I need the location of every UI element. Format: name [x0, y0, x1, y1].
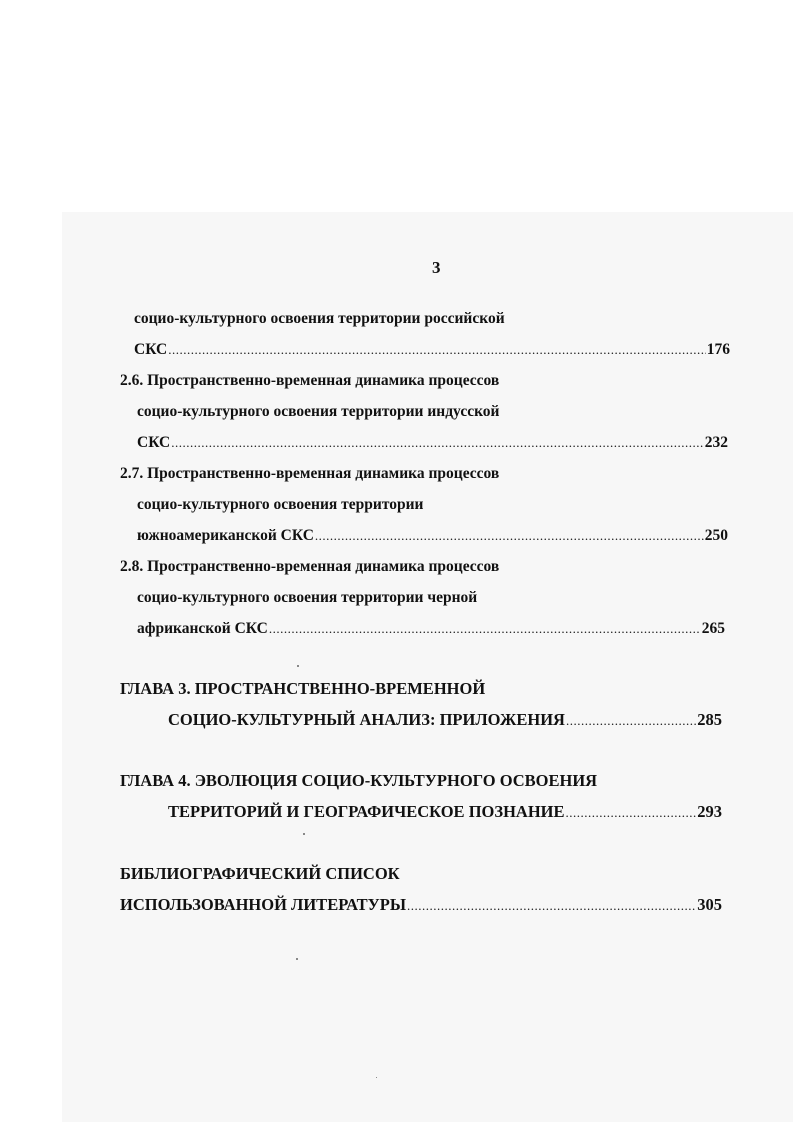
page-number: 3 — [432, 258, 441, 277]
toc-entry-page: 176 — [706, 341, 730, 358]
chapter-page: 285 — [697, 710, 722, 729]
toc-entry-line: социо-культурного освоения территории черной — [137, 589, 478, 606]
scan-speck — [297, 665, 299, 667]
scan-speck — [296, 958, 298, 960]
scan-speck — [376, 1077, 377, 1078]
toc-entry-page: 232 — [704, 434, 728, 451]
toc-entry-label: СКС — [137, 434, 171, 451]
toc-entry-line: социо-культурного освоения территории индусской — [137, 403, 500, 420]
toc-entry-line: 2.7. Пространственно-временная динамика процессов — [120, 465, 500, 482]
dot-leader — [171, 433, 704, 453]
toc-entry-line: 2.8. Пространственно-временная динамика процессов — [120, 558, 500, 575]
chapter-last-line[interactable] — [120, 894, 722, 917]
dot-leader — [315, 526, 704, 546]
chapter-label: СОЦИО-КУЛЬТУРНЫЙ АНАЛИЗ: ПРИЛОЖЕНИЯ — [168, 710, 565, 729]
chapter-page: 305 — [697, 895, 722, 914]
chapter-heading: БИБЛИОГРАФИЧЕСКИЙ СПИСОК — [120, 864, 400, 883]
toc-entry-page: 265 — [701, 620, 725, 637]
dot-leader — [566, 710, 696, 732]
dot-leader — [168, 340, 706, 360]
toc-entry-last-line[interactable] — [137, 526, 728, 546]
chapter-label: ТЕРРИТОРИЙ И ГЕОГРАФИЧЕСКОЕ ПОЗНАНИЕ — [168, 802, 565, 821]
toc-entry-line: социо-культурного освоения территории российской — [134, 310, 505, 327]
toc-entry-line: социо-культурного освоения территории — [137, 496, 424, 513]
chapter-last-line[interactable] — [168, 709, 722, 732]
chapter-page: 293 — [697, 802, 722, 821]
toc-entry-line: 2.6. Пространственно-временная динамика процессов — [120, 372, 500, 389]
chapter-label: ИСПОЛЬЗОВАННОЙ ЛИТЕРАТУРЫ — [120, 895, 407, 914]
toc-entry-last-line[interactable] — [137, 619, 725, 639]
toc-entry-label: южноамериканской СКС — [137, 527, 314, 544]
toc-entry-label: СКС — [134, 341, 168, 358]
chapter-last-line[interactable] — [168, 801, 722, 824]
toc-entry-page: 250 — [704, 527, 728, 544]
dot-leader — [566, 802, 697, 824]
dot-leader — [269, 619, 701, 639]
chapter-heading: ГЛАВА 4. ЭВОЛЮЦИЯ СОЦИО-КУЛЬТУРНОГО ОСВОЕНИЯ — [120, 771, 598, 790]
dot-leader — [407, 895, 696, 917]
scan-speck — [303, 833, 305, 835]
chapter-heading: ГЛАВА 3. ПРОСТРАНСТВЕННО-ВРЕМЕННОЙ — [120, 679, 486, 698]
toc-entry-last-line[interactable] — [134, 340, 730, 360]
toc-entry-last-line[interactable] — [137, 433, 728, 453]
toc-entry-label: африканской СКС — [137, 620, 268, 637]
